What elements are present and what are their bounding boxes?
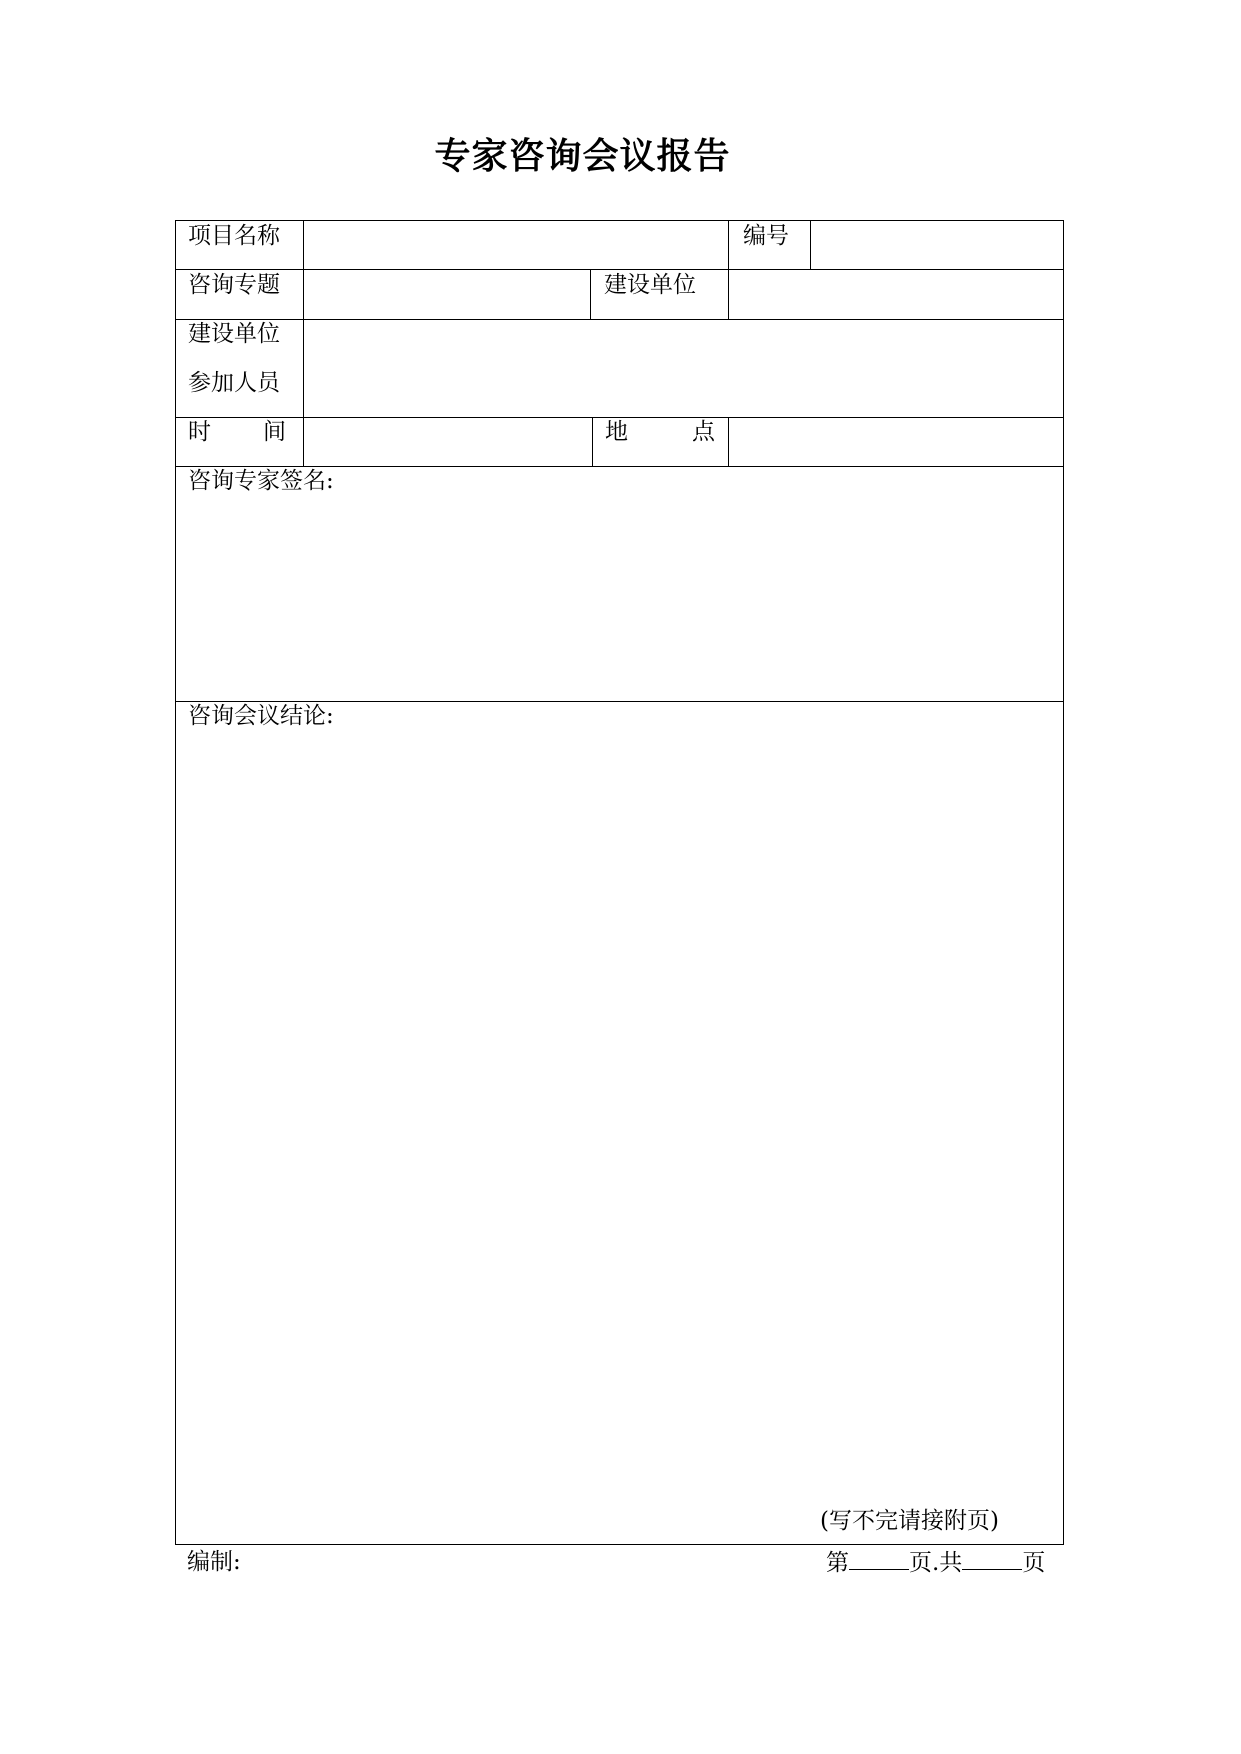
signature-label: 咨询专家签名:: [188, 468, 334, 494]
page-count: [826, 1551, 1045, 1575]
report-form: [175, 220, 1064, 1545]
place-label: [605, 421, 715, 444]
page-total-blank[interactable]: [962, 1551, 1022, 1570]
project-name-field[interactable]: [304, 221, 728, 269]
time-label: [188, 421, 286, 444]
number-field[interactable]: [811, 221, 1063, 269]
number-label: 编号: [743, 223, 789, 249]
conclusion-label: 咨询会议结论:: [188, 703, 334, 729]
builder-staff-label-line-1: 建设单位: [188, 321, 280, 347]
editor-label: 编制:: [187, 1549, 241, 1575]
time-field[interactable]: [304, 418, 592, 466]
place-label-char-2: 点: [692, 419, 715, 445]
place-label-char-1: 地: [605, 419, 628, 445]
builder-label: 建设单位: [604, 272, 696, 298]
topic-field[interactable]: [304, 270, 590, 319]
continuation-note: (写不完请接附页): [820, 1508, 999, 1534]
builder-staff-label-line-2: 参加人员: [188, 370, 280, 396]
page-mid: 页.共: [909, 1550, 963, 1576]
time-label-char-1: 时: [188, 419, 211, 445]
place-field[interactable]: [729, 418, 1063, 466]
topic-label: 咨询专题: [188, 272, 280, 298]
page-prefix: 第: [826, 1550, 849, 1576]
column-divider: [590, 269, 591, 319]
column-divider: [592, 417, 593, 466]
project-name-label: 项目名称: [188, 223, 280, 249]
builder-staff-field[interactable]: [304, 320, 1063, 417]
time-label-char-2: 间: [263, 419, 286, 445]
conclusion-area[interactable]: [176, 736, 1063, 1496]
page-title: 专家咨询会议报告: [434, 136, 731, 177]
row-divider: [176, 701, 1063, 702]
row-divider: [176, 466, 1063, 467]
signature-area[interactable]: [176, 501, 1063, 701]
page-suffix: 页: [1022, 1550, 1046, 1576]
page-number-blank[interactable]: [849, 1551, 909, 1570]
builder-field[interactable]: [729, 270, 1063, 319]
